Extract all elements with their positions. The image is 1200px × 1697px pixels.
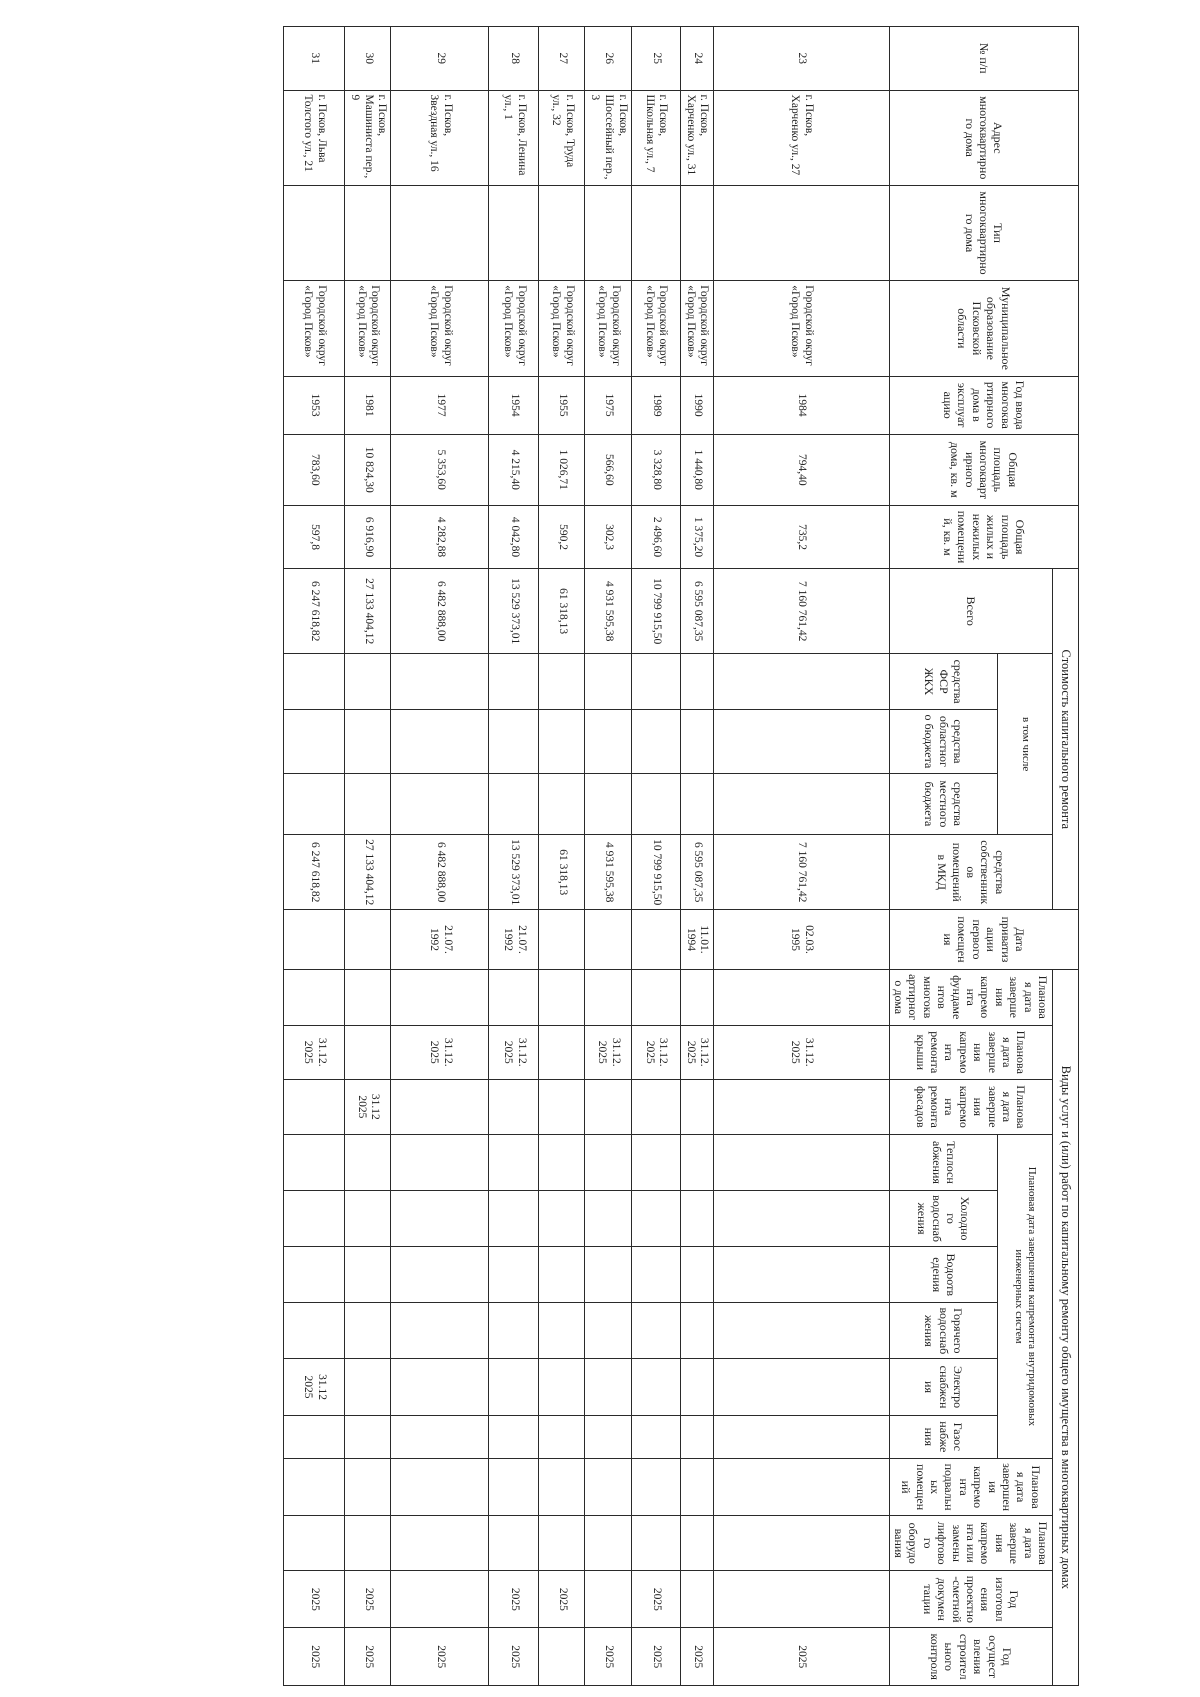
header-basement: Плановая дата завершения капремонта подвальных помещений bbox=[889, 1459, 1052, 1516]
cell-fsr bbox=[391, 654, 489, 710]
cell-num: 29 bbox=[391, 27, 489, 91]
cell-cold bbox=[539, 1191, 585, 1247]
cell-control-year: 2025 bbox=[585, 1628, 631, 1686]
cell-municipality: Городской округ «Город Псков» bbox=[489, 281, 539, 376]
cell-fsr bbox=[283, 654, 344, 710]
cell-municipality: Городской округ «Город Псков» bbox=[283, 281, 344, 376]
cell-gas bbox=[680, 1415, 713, 1458]
cell-address: г. Псков, Школьная ул., 7 bbox=[631, 90, 680, 185]
cell-sewer bbox=[344, 1247, 390, 1303]
cell-privatization bbox=[344, 910, 390, 969]
cell-address: г. Псков, Ленина ул., 1 bbox=[489, 90, 539, 185]
cell-privatization: 02.03. 1995 bbox=[713, 910, 889, 969]
cell-control-year: 2025 bbox=[391, 1628, 489, 1686]
cell-control-year: 2025 bbox=[344, 1628, 390, 1686]
cell-fsr bbox=[680, 654, 713, 710]
cell-sewer bbox=[680, 1247, 713, 1303]
cell-total-area: 783,60 bbox=[283, 434, 344, 505]
cell-elevator bbox=[631, 1516, 680, 1571]
cell-roof bbox=[344, 1025, 390, 1079]
cell-sewer bbox=[391, 1247, 489, 1303]
cell-foundation bbox=[585, 969, 631, 1025]
cell-facade bbox=[713, 1079, 889, 1134]
cell-basement bbox=[631, 1459, 680, 1516]
header-address: Адрес многоквартирного дома bbox=[889, 90, 1078, 185]
cell-roof: 31.12. 2025 bbox=[713, 1025, 889, 1079]
cell-municipality: Городской округ «Город Псков» bbox=[680, 281, 713, 376]
cell-privatization: 11.01. 1994 bbox=[680, 910, 713, 969]
cell-municipality: Городской округ «Город Псков» bbox=[631, 281, 680, 376]
table-row bbox=[283, 27, 344, 1686]
cell-cost-total: 7 160 761,42 bbox=[713, 569, 889, 654]
header-cold: Холодного водоснабжения bbox=[889, 1191, 998, 1247]
cell-cost-total: 13 529 373,01 bbox=[489, 569, 539, 654]
cell-num: 25 bbox=[631, 27, 680, 91]
cell-type bbox=[489, 185, 539, 280]
cell-gas bbox=[631, 1415, 680, 1458]
cell-control-year bbox=[539, 1628, 585, 1686]
table-row bbox=[680, 27, 713, 1686]
cell-type bbox=[631, 185, 680, 280]
cell-design-year: 2025 bbox=[283, 1571, 344, 1628]
header-design-year: Год изготовления проектно-сметной документации bbox=[889, 1571, 1052, 1628]
cell-owners: 6 595 087,35 bbox=[680, 835, 713, 910]
cell-hot bbox=[283, 1303, 344, 1359]
cell-design-year: 2025 bbox=[539, 1571, 585, 1628]
cell-year: 1953 bbox=[283, 376, 344, 434]
cell-cost-total: 27 133 404,12 bbox=[344, 569, 390, 654]
header-heat: Теплоснабжения bbox=[889, 1134, 998, 1190]
cell-local bbox=[489, 773, 539, 834]
cell-privatization: 21.07. 1992 bbox=[391, 910, 489, 969]
cell-premises-area: 302,3 bbox=[585, 505, 631, 569]
cell-hot bbox=[713, 1303, 889, 1359]
cell-roof: 31.12. 2025 bbox=[489, 1025, 539, 1079]
cell-roof bbox=[539, 1025, 585, 1079]
cell-owners: 61 318,13 bbox=[539, 835, 585, 910]
cell-heat bbox=[539, 1134, 585, 1190]
cell-control-year: 2025 bbox=[489, 1628, 539, 1686]
header-num: № п/п bbox=[889, 27, 1078, 91]
cell-electric bbox=[680, 1359, 713, 1415]
cell-premises-area: 6 916,90 bbox=[344, 505, 390, 569]
cell-owners: 6 247 618,82 bbox=[283, 835, 344, 910]
cell-type bbox=[283, 185, 344, 280]
cell-heat bbox=[680, 1134, 713, 1190]
cell-facade: 31.12 2025 bbox=[344, 1079, 390, 1134]
cell-cold bbox=[585, 1191, 631, 1247]
cell-foundation bbox=[631, 969, 680, 1025]
cell-owners: 27 133 404,12 bbox=[344, 835, 390, 910]
cell-owners: 6 482 888,00 bbox=[391, 835, 489, 910]
cell-foundation bbox=[489, 969, 539, 1025]
cell-local bbox=[631, 773, 680, 834]
cell-design-year bbox=[680, 1571, 713, 1628]
cell-local bbox=[344, 773, 390, 834]
cell-design-year bbox=[391, 1571, 489, 1628]
cell-gas bbox=[344, 1415, 390, 1458]
cell-num: 24 bbox=[680, 27, 713, 91]
cell-electric bbox=[713, 1359, 889, 1415]
cell-sewer bbox=[539, 1247, 585, 1303]
cell-foundation bbox=[344, 969, 390, 1025]
cell-facade bbox=[283, 1079, 344, 1134]
cell-owners: 13 529 373,01 bbox=[489, 835, 539, 910]
cell-year: 1975 bbox=[585, 376, 631, 434]
cell-basement bbox=[344, 1459, 390, 1516]
cell-roof: 31.12. 2025 bbox=[585, 1025, 631, 1079]
cell-local bbox=[283, 773, 344, 834]
header-regional: средства областного бюджета bbox=[889, 710, 998, 774]
header-elevator: Плановая дата завершения капремонта или замены лифтового оборудования bbox=[889, 1516, 1052, 1571]
cell-address: г. Псков, Харченко ул., 27 bbox=[713, 90, 889, 185]
cell-premises-area: 4 282,88 bbox=[391, 505, 489, 569]
header-year: Год ввода многоквартирного дома в эксплуатацию bbox=[889, 376, 1078, 434]
cell-heat bbox=[489, 1134, 539, 1190]
cell-heat bbox=[713, 1134, 889, 1190]
cell-control-year: 2025 bbox=[631, 1628, 680, 1686]
cell-premises-area: 735,2 bbox=[713, 505, 889, 569]
cell-sewer bbox=[489, 1247, 539, 1303]
cell-foundation bbox=[539, 969, 585, 1025]
capital-repair-table bbox=[283, 26, 1079, 1686]
cell-basement bbox=[713, 1459, 889, 1516]
cell-facade bbox=[539, 1079, 585, 1134]
cell-basement bbox=[680, 1459, 713, 1516]
cell-year: 1989 bbox=[631, 376, 680, 434]
cell-privatization: 21.07. 1992 bbox=[489, 910, 539, 969]
cell-heat bbox=[344, 1134, 390, 1190]
header-facade: Плановая дата завершения капремонта ремонта фасадов bbox=[889, 1079, 1052, 1134]
cell-heat bbox=[585, 1134, 631, 1190]
cell-regional bbox=[585, 710, 631, 774]
cell-year: 1984 bbox=[713, 376, 889, 434]
cell-owners: 4 931 595,38 bbox=[585, 835, 631, 910]
cell-heat bbox=[283, 1134, 344, 1190]
cell-local bbox=[680, 773, 713, 834]
cell-year: 1990 bbox=[680, 376, 713, 434]
header-cost-total: Всего bbox=[889, 569, 1052, 654]
cell-num: 23 bbox=[713, 27, 889, 91]
cell-heat bbox=[631, 1134, 680, 1190]
header-fsr: средства ФСР ЖКХ bbox=[889, 654, 998, 710]
cell-cold bbox=[344, 1191, 390, 1247]
cell-regional bbox=[283, 710, 344, 774]
cell-type bbox=[391, 185, 489, 280]
cell-premises-area: 590,2 bbox=[539, 505, 585, 569]
cell-regional bbox=[539, 710, 585, 774]
cell-cold bbox=[283, 1191, 344, 1247]
cell-design-year: 2025 bbox=[631, 1571, 680, 1628]
cell-hot bbox=[631, 1303, 680, 1359]
cell-num: 26 bbox=[585, 27, 631, 91]
cell-foundation bbox=[680, 969, 713, 1025]
cell-cold bbox=[391, 1191, 489, 1247]
cell-num: 31 bbox=[283, 27, 344, 91]
cell-fsr bbox=[713, 654, 889, 710]
cell-year: 1981 bbox=[344, 376, 390, 434]
cell-foundation bbox=[283, 969, 344, 1025]
header-gas: Газоснабжения bbox=[889, 1415, 998, 1458]
cell-gas bbox=[283, 1415, 344, 1458]
cell-hot bbox=[585, 1303, 631, 1359]
cell-elevator bbox=[680, 1516, 713, 1571]
cell-local bbox=[585, 773, 631, 834]
cell-design-year: 2025 bbox=[344, 1571, 390, 1628]
cell-total-area: 3 328,80 bbox=[631, 434, 680, 505]
cell-electric bbox=[344, 1359, 390, 1415]
header-cost-group: Стоимость капитального ремонта bbox=[1053, 569, 1079, 910]
cell-premises-area: 2 496,60 bbox=[631, 505, 680, 569]
cell-basement bbox=[539, 1459, 585, 1516]
cell-municipality: Городской округ «Город Псков» bbox=[391, 281, 489, 376]
cell-privatization bbox=[585, 910, 631, 969]
cell-electric bbox=[489, 1359, 539, 1415]
cell-type bbox=[713, 185, 889, 280]
cell-elevator bbox=[539, 1516, 585, 1571]
cell-local bbox=[539, 773, 585, 834]
cell-gas bbox=[489, 1415, 539, 1458]
cell-sewer bbox=[631, 1247, 680, 1303]
header-municipality: Муниципальное образование Псковской области bbox=[889, 281, 1078, 376]
header-foundation: Плановая дата завершения капремонта фундаментов многоквартирного дома bbox=[889, 969, 1052, 1025]
cell-address: г. Псков, Машиниста пер., 9 bbox=[344, 90, 390, 185]
cell-hot bbox=[489, 1303, 539, 1359]
cell-design-year: 2025 bbox=[489, 1571, 539, 1628]
cell-elevator bbox=[489, 1516, 539, 1571]
cell-facade bbox=[489, 1079, 539, 1134]
cell-cost-total: 61 318,13 bbox=[539, 569, 585, 654]
cell-design-year bbox=[585, 1571, 631, 1628]
cell-type bbox=[680, 185, 713, 280]
cell-total-area: 566,60 bbox=[585, 434, 631, 505]
cell-owners: 10 799 915,50 bbox=[631, 835, 680, 910]
cell-elevator bbox=[713, 1516, 889, 1571]
cell-cost-total: 4 931 595,38 bbox=[585, 569, 631, 654]
cell-fsr bbox=[489, 654, 539, 710]
table-row bbox=[344, 27, 390, 1686]
cell-control-year: 2025 bbox=[680, 1628, 713, 1686]
cell-regional bbox=[713, 710, 889, 774]
header-local: средства местного бюджета bbox=[889, 773, 998, 834]
cell-total-area: 5 353,60 bbox=[391, 434, 489, 505]
cell-total-area: 1 026,71 bbox=[539, 434, 585, 505]
cell-electric bbox=[631, 1359, 680, 1415]
cell-cold bbox=[489, 1191, 539, 1247]
cell-basement bbox=[391, 1459, 489, 1516]
cell-cost-total: 6 595 087,35 bbox=[680, 569, 713, 654]
cell-type bbox=[585, 185, 631, 280]
cell-address: г. Псков, Льва Толстого ул., 21 bbox=[283, 90, 344, 185]
cell-municipality: Городской округ «Город Псков» bbox=[585, 281, 631, 376]
cell-num: 27 bbox=[539, 27, 585, 91]
cell-basement bbox=[283, 1459, 344, 1516]
cell-privatization bbox=[631, 910, 680, 969]
rotated-table-wrapper bbox=[88, 26, 1079, 1686]
cell-hot bbox=[680, 1303, 713, 1359]
cell-premises-area: 597,8 bbox=[283, 505, 344, 569]
cell-gas bbox=[391, 1415, 489, 1458]
cell-facade bbox=[631, 1079, 680, 1134]
cell-privatization bbox=[283, 910, 344, 969]
cell-hot bbox=[539, 1303, 585, 1359]
cell-num: 28 bbox=[489, 27, 539, 91]
cell-basement bbox=[585, 1459, 631, 1516]
cell-roof: 31.12. 2025 bbox=[631, 1025, 680, 1079]
table-row bbox=[713, 27, 889, 1686]
cell-year: 1954 bbox=[489, 376, 539, 434]
header-row-1 bbox=[1053, 27, 1079, 1686]
cell-cost-total: 6 247 618,82 bbox=[283, 569, 344, 654]
cell-hot bbox=[391, 1303, 489, 1359]
cell-total-area: 4 215,40 bbox=[489, 434, 539, 505]
cell-cold bbox=[680, 1191, 713, 1247]
cell-regional bbox=[631, 710, 680, 774]
cell-total-area: 794,40 bbox=[713, 434, 889, 505]
cell-hot bbox=[344, 1303, 390, 1359]
cell-elevator bbox=[585, 1516, 631, 1571]
cell-year: 1955 bbox=[539, 376, 585, 434]
cell-local bbox=[713, 773, 889, 834]
cell-electric bbox=[391, 1359, 489, 1415]
header-electric: Электроснабжения bbox=[889, 1359, 998, 1415]
cell-heat bbox=[391, 1134, 489, 1190]
header-owners: средства собственников помещений в МКД bbox=[889, 835, 1052, 910]
header-privatization: Дата приватизации первого помещения bbox=[889, 910, 1078, 969]
cell-total-area: 10 824,30 bbox=[344, 434, 390, 505]
header-premises-area: Общая площадь жилых и нежилых помещений, кв. м bbox=[889, 505, 1078, 569]
cell-type bbox=[344, 185, 390, 280]
table-row bbox=[489, 27, 539, 1686]
cell-control-year: 2025 bbox=[713, 1628, 889, 1686]
cell-address: г. Псков, Звездная ул., 16 bbox=[391, 90, 489, 185]
cell-premises-area: 4 042,80 bbox=[489, 505, 539, 569]
cell-control-year: 2025 bbox=[283, 1628, 344, 1686]
cell-num: 30 bbox=[344, 27, 390, 91]
header-control-year: Год осуществления строительного контроля bbox=[889, 1628, 1052, 1686]
cell-electric: 31.12 2025 bbox=[283, 1359, 344, 1415]
cell-regional bbox=[489, 710, 539, 774]
cell-year: 1977 bbox=[391, 376, 489, 434]
cell-owners: 7 160 761,42 bbox=[713, 835, 889, 910]
cell-elevator bbox=[344, 1516, 390, 1571]
cell-roof: 31.12. 2025 bbox=[283, 1025, 344, 1079]
header-works-group: Виды услуг и (или) работ по капитальному ремонту общего имущества в многоквартирных домах bbox=[1053, 969, 1079, 1685]
cell-foundation bbox=[391, 969, 489, 1025]
cell-foundation bbox=[713, 969, 889, 1025]
cell-sewer bbox=[713, 1247, 889, 1303]
cell-fsr bbox=[539, 654, 585, 710]
header-total-area: Общая площадь многоквартирного дома, кв. м bbox=[889, 434, 1078, 505]
cell-regional bbox=[391, 710, 489, 774]
cell-regional bbox=[344, 710, 390, 774]
header-hot: Горячего водоснабжения bbox=[889, 1303, 998, 1359]
cell-gas bbox=[539, 1415, 585, 1458]
cell-privatization bbox=[539, 910, 585, 969]
cell-address: г. Псков, Харченко ул., 31 bbox=[680, 90, 713, 185]
cell-premises-area: 1 375,20 bbox=[680, 505, 713, 569]
cell-fsr bbox=[585, 654, 631, 710]
cell-gas bbox=[585, 1415, 631, 1458]
cell-cost-total: 6 482 888,00 bbox=[391, 569, 489, 654]
cell-basement bbox=[489, 1459, 539, 1516]
cell-municipality: Городской округ «Город Псков» bbox=[344, 281, 390, 376]
cell-regional bbox=[680, 710, 713, 774]
header-type: Тип многоквартирного дома bbox=[889, 185, 1078, 280]
cell-electric bbox=[585, 1359, 631, 1415]
table-row bbox=[585, 27, 631, 1686]
table-row bbox=[391, 27, 489, 1686]
cell-elevator bbox=[283, 1516, 344, 1571]
cell-electric bbox=[539, 1359, 585, 1415]
cell-sewer bbox=[283, 1247, 344, 1303]
header-systems-group: Плановая дата завершения капремонта внутридомовых инженерных систем bbox=[998, 1134, 1053, 1458]
cell-municipality: Городской округ «Город Псков» bbox=[539, 281, 585, 376]
table-row bbox=[539, 27, 585, 1686]
cell-roof: 31.12. 2025 bbox=[680, 1025, 713, 1079]
cell-type bbox=[539, 185, 585, 280]
cell-elevator bbox=[391, 1516, 489, 1571]
cell-local bbox=[391, 773, 489, 834]
header-roof: Плановая дата завершения капремонта ремонта крыши bbox=[889, 1025, 1052, 1079]
cell-roof: 31.12. 2025 bbox=[391, 1025, 489, 1079]
header-including: в том числе bbox=[998, 654, 1053, 835]
cell-address: г. Псков, Шоссейный пер., 3 bbox=[585, 90, 631, 185]
header-sewer: Водоотведения bbox=[889, 1247, 998, 1303]
cell-cost-total: 10 799 915,50 bbox=[631, 569, 680, 654]
cell-gas bbox=[713, 1415, 889, 1458]
cell-cold bbox=[631, 1191, 680, 1247]
cell-municipality: Городской округ «Город Псков» bbox=[713, 281, 889, 376]
cell-fsr bbox=[631, 654, 680, 710]
cell-fsr bbox=[344, 654, 390, 710]
cell-facade bbox=[585, 1079, 631, 1134]
cell-total-area: 1 440,80 bbox=[680, 434, 713, 505]
cell-facade bbox=[680, 1079, 713, 1134]
cell-address: г. Псков, Труда ул., 32 bbox=[539, 90, 585, 185]
cell-sewer bbox=[585, 1247, 631, 1303]
cell-design-year bbox=[713, 1571, 889, 1628]
table-row bbox=[631, 27, 680, 1686]
cell-facade bbox=[391, 1079, 489, 1134]
cell-cold bbox=[713, 1191, 889, 1247]
